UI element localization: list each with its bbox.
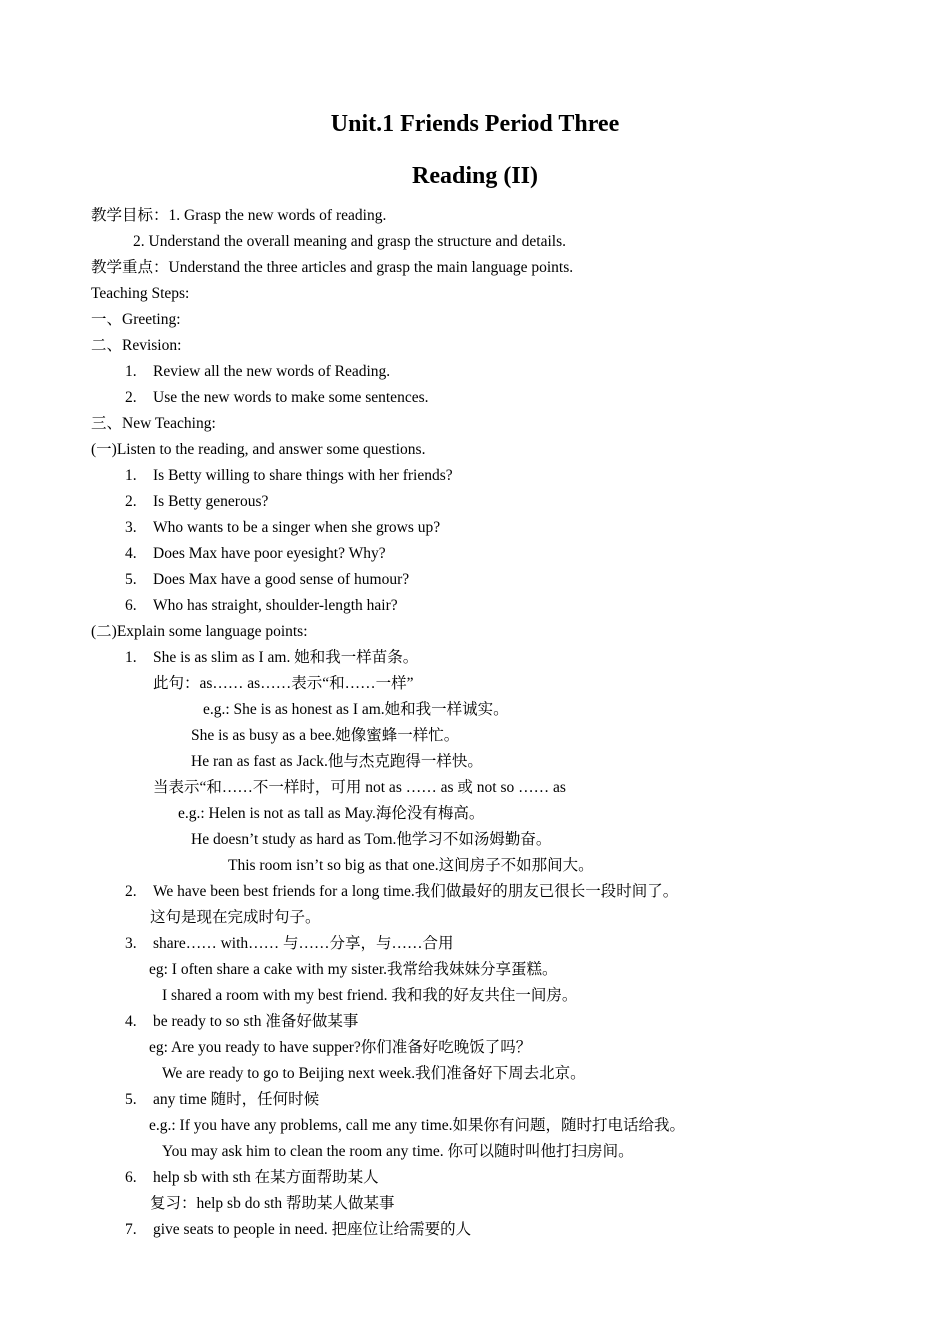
point-note: 这句是现在完成时句子。 bbox=[150, 909, 321, 926]
key-points-line bbox=[91, 258, 573, 278]
example-sentence: e.g.: She is as honest as I am.她和我一样诚实。 bbox=[203, 701, 509, 718]
point-note: 复习：help sb do sth 帮助某人做某事 bbox=[150, 1195, 395, 1212]
language-point bbox=[125, 934, 454, 954]
new-teaching-heading: 三、New Teaching: bbox=[91, 415, 216, 432]
point-text: We have been best friends for a long time.我们做最好的朋友已很长一段时间了。 bbox=[153, 883, 679, 900]
point-text: be ready to so sth 准备好做某事 bbox=[153, 1013, 359, 1030]
listen-heading: (一)Listen to the reading, and answer some questions. bbox=[91, 441, 426, 458]
example-sentence: I shared a room with my best friend. 我和我的好友共住一间房。 bbox=[162, 987, 578, 1004]
point-number: 4. bbox=[125, 1013, 137, 1030]
list-item-number: 1. bbox=[125, 363, 137, 380]
question-number: 3. bbox=[125, 519, 137, 536]
point-text: share…… with…… 与……分享，与……合用 bbox=[153, 935, 454, 952]
revision-heading: 二、Revision: bbox=[91, 337, 182, 354]
question-item bbox=[125, 492, 268, 512]
language-point bbox=[125, 1012, 358, 1032]
explain-heading: (二)Explain some language points: bbox=[91, 623, 308, 640]
question-number: 6. bbox=[125, 597, 137, 614]
example-sentence: This room isn’t so big as that one.这间房子不如那间大。 bbox=[228, 857, 594, 874]
key-points-text: Understand the three articles and grasp the main language points. bbox=[168, 259, 574, 276]
language-point bbox=[125, 1168, 379, 1188]
list-item bbox=[125, 388, 428, 408]
list-item-number: 2. bbox=[125, 389, 137, 406]
point-text: any time 随时，任何时候 bbox=[153, 1091, 320, 1108]
objectives-line bbox=[91, 206, 386, 226]
question-number: 1. bbox=[125, 467, 137, 484]
question-item bbox=[125, 544, 386, 564]
point-number: 6. bbox=[125, 1169, 137, 1186]
question-text: Who has straight, shoulder-length hair? bbox=[153, 597, 398, 614]
objective-1: 1. Grasp the new words of reading. bbox=[168, 207, 387, 224]
question-number: 4. bbox=[125, 545, 137, 562]
list-item-text: Review all the new words of Reading. bbox=[153, 363, 391, 380]
question-item bbox=[125, 570, 409, 590]
language-point bbox=[125, 648, 418, 668]
language-point bbox=[125, 1090, 319, 1110]
question-number: 2. bbox=[125, 493, 137, 510]
example-sentence: eg: I often share a cake with my sister.我常给我妹妹分享蛋糕。 bbox=[149, 961, 558, 978]
language-point bbox=[125, 882, 678, 902]
example-sentence: He doesn’t study as hard as Tom.他学习不如汤姆勤奋。 bbox=[191, 831, 552, 848]
question-text: Is Betty willing to share things with her friends? bbox=[153, 467, 453, 484]
list-item bbox=[125, 362, 390, 382]
page-subtitle: Reading (II) bbox=[411, 163, 538, 189]
example-sentence: You may ask him to clean the room any time. 你可以随时叫他打扫房间。 bbox=[162, 1143, 634, 1160]
example-sentence: We are ready to go to Beijing next week.我们准备好下周去北京。 bbox=[162, 1065, 586, 1082]
objective-2: 2. Understand the overall meaning and grasp the structure and details. bbox=[133, 233, 567, 250]
language-point bbox=[125, 1220, 471, 1240]
point-note: 此句：as…… as……表示“和……一样” bbox=[153, 675, 414, 692]
point-number: 3. bbox=[125, 935, 137, 952]
greeting-heading: 一、Greeting: bbox=[91, 311, 181, 328]
example-sentence: She is as busy as a bee.她像蜜蜂一样忙。 bbox=[191, 727, 460, 744]
point-number: 1. bbox=[125, 649, 137, 666]
point-text: She is as slim as I am. 她和我一样苗条。 bbox=[153, 649, 419, 666]
point-number: 2. bbox=[125, 883, 137, 900]
question-text: Who wants to be a singer when she grows up? bbox=[153, 519, 441, 536]
list-item-text: Use the new words to make some sentences. bbox=[153, 389, 429, 406]
point-number: 5. bbox=[125, 1091, 137, 1108]
example-sentence: eg: Are you ready to have supper?你们准备好吃晚饭了吗？ bbox=[149, 1039, 532, 1056]
question-text: Does Max have poor eyesight? Why? bbox=[153, 545, 386, 562]
question-item bbox=[125, 518, 440, 538]
question-number: 5. bbox=[125, 571, 137, 588]
example-sentence: He ran as fast as Jack.他与杰克跑得一样快。 bbox=[191, 753, 483, 770]
question-text: Is Betty generous? bbox=[153, 493, 269, 510]
objectives-label: 教学目标： bbox=[91, 207, 169, 224]
example-sentence: e.g.: If you have any problems, call me any time.如果你有问题，随时打电话给我。 bbox=[149, 1117, 685, 1134]
page-title: Unit.1 Friends Period Three bbox=[330, 111, 620, 137]
point-note: 当表示“和……不一样时，可用 not as …… as 或 not so …… as bbox=[153, 779, 566, 796]
teaching-steps-heading: Teaching Steps: bbox=[91, 285, 190, 302]
point-text: help sb with sth 在某方面帮助某人 bbox=[153, 1169, 379, 1186]
question-text: Does Max have a good sense of humour? bbox=[153, 571, 410, 588]
point-number: 7. bbox=[125, 1221, 137, 1238]
key-points-label: 教学重点： bbox=[91, 259, 169, 276]
question-item bbox=[125, 596, 398, 616]
example-sentence: e.g.: Helen is not as tall as May.海伦没有梅高。 bbox=[178, 805, 485, 822]
point-text: give seats to people in need. 把座位让给需要的人 bbox=[153, 1221, 472, 1238]
question-item bbox=[125, 466, 453, 486]
